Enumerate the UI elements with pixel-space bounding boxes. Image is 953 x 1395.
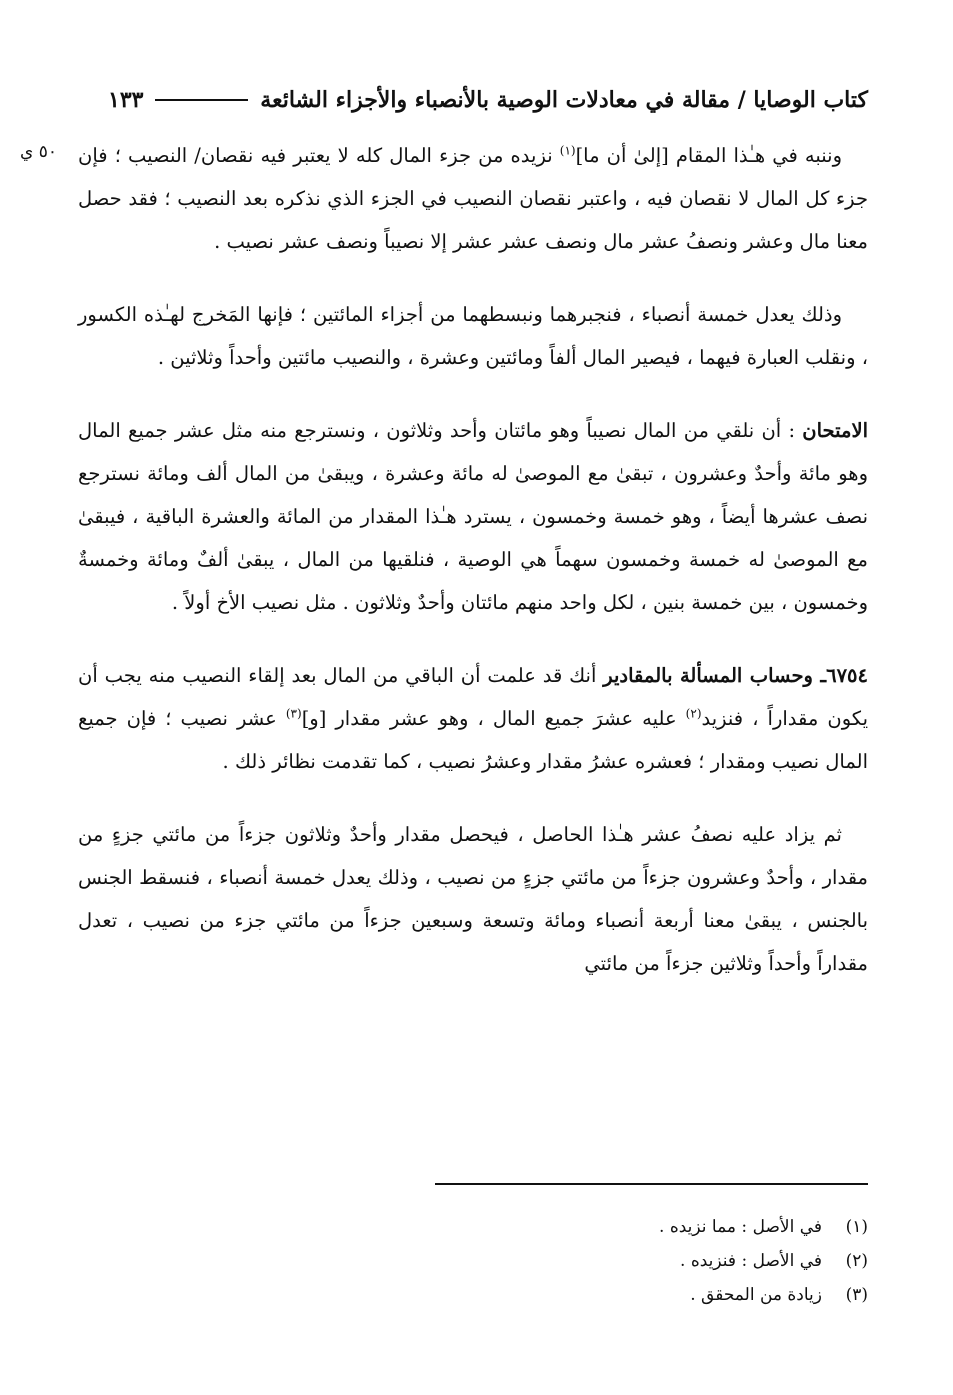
header-rule bbox=[155, 99, 248, 101]
footnote-2-text: في الأصل : فنزيده . bbox=[680, 1251, 822, 1271]
paragraph-4-text-b: عليه عشرَ جميع المال ، وهو عشر مقدار [و] bbox=[301, 707, 686, 730]
paragraph-1-text-b: نزيده من جزء المال كله لا يعتبر فيه نقصان/ النصيب ؛ فإن جزء كل المال لا نقصان فيه ، واعتبر نقصان النصيب في الجزء الذي نذكره بعد النصيب ؛ فقد حصل معنا مال وعشر ونصفُ عشر مال ونصف عشر عشر إلا نصيباً ونصف عشر نصيب . bbox=[78, 144, 868, 253]
footnote-1-number: (١) bbox=[845, 1217, 868, 1237]
footnote-2-number: (٢) bbox=[845, 1251, 868, 1271]
footnote-mark-2: (٢) bbox=[685, 706, 702, 721]
page-number: ١٣٣ bbox=[108, 87, 144, 113]
paragraph-3 bbox=[78, 409, 868, 624]
paragraph-5 bbox=[78, 813, 868, 985]
paragraph-4-lead: ٦٧٥٤ـ وحساب المسألة بالمقادير bbox=[603, 664, 868, 687]
running-header bbox=[108, 80, 868, 120]
paragraph-4-text-a: أنك قد علمت أن الباقي من المال بعد إلقاء النصيب منه يجب أن يكون مقداراً ، فنزيد bbox=[78, 664, 868, 730]
paragraph-1 bbox=[78, 134, 868, 263]
footnote-mark-3: (٣) bbox=[285, 706, 302, 721]
footnote-rule bbox=[435, 1183, 868, 1185]
footnote-3 bbox=[500, 1278, 868, 1312]
footnote-1-text: في الأصل : مما نزيده . bbox=[659, 1217, 822, 1237]
footnote-2 bbox=[500, 1244, 868, 1278]
paragraph-2-text: وذلك يعدل خمسة أنصباء ، فنجبرهما ونبسطهما من أجزاء المائتين ؛ فإنها المَخرج لهـٰذه الكسور ، ونقلب العبارة فيهما ، فيصير المال ألفاً ومائتين وعشرة ، والنصيب مائتين وأحداً وثلاثين . bbox=[78, 303, 868, 369]
paragraph-4 bbox=[78, 654, 868, 783]
footnote-mark-1: (١) bbox=[559, 143, 576, 158]
footnote-3-text: زيادة من المحقق . bbox=[690, 1285, 822, 1305]
paragraph-5-text: ثم يزاد عليه نصفُ عشر هـٰذا الحاصل ، فيحصل مقدار وأحدٌ وثلاثون جزءاً من مائتي جزءٍ من مقدار ، وأحدٌ وعشرون جزءاً من مائتي جزءٍ من نصيب ، وذلك يعدل خمسة أنصباء ، فنسقط الجنس بالجنس ، يبقىٰ معنا أربعة أنصباء ومائة وتسعة وسبعين جزءاً من مائتي جزء من نصيب ، تعدل مقداراً وأحداً وثلاثين جزءاً من مائتي bbox=[78, 823, 868, 975]
body-text bbox=[78, 134, 868, 1015]
margin-note: ٥٠ ي bbox=[20, 142, 57, 162]
footnote-1 bbox=[500, 1210, 868, 1244]
paragraph-2 bbox=[78, 293, 868, 379]
footnotes bbox=[500, 1210, 868, 1312]
footnote-3-number: (٣) bbox=[845, 1285, 868, 1305]
paragraph-1-text-a: وننبه في هـٰذا المقام [إلىٰ أن ما] bbox=[575, 144, 842, 167]
paragraph-4-text-c: عشر نصيب ؛ فإن جميع المال نصيب ومقدار ؛ فعشره عشرُ مقدار وعشرُ نصيب ، كما تقدمت نظائر ذلك . bbox=[78, 707, 868, 773]
header-title: كتاب الوصايا / مقالة في معادلات الوصية بالأنصباء والأجزاء الشائعة bbox=[260, 87, 868, 113]
paragraph-3-text: : أن نلقي من المال نصيباً وهو مائتان وأحد وثلاثون ، ونسترجع منه مثل عشر جميع المال وهو مائة وأحدٌ وعشرون ، تبقىٰ مع الموصىٰ له مائة وعشرة ، ويبقىٰ من المال ألف ومائة نسترجع نصف عشرها أيضاً ، وهو خمسة وخمسون ، يسترد هـٰذا المقدار من المائة والعشرة الباقية ، فيبقىٰ مع الموصىٰ له خمسة وخمسون سهماً هي الوصية ، فنلقيها من المال ، يبقىٰ ألفٌ ومائة وخمسةٌ وخمسون ، بين خمسة بنين ، لكل واحد منهم مائتان وأحدٌ وثلاثون . مثل نصيب الأخ أولاً . bbox=[78, 419, 868, 614]
paragraph-3-lead: الامتحان bbox=[802, 419, 868, 442]
